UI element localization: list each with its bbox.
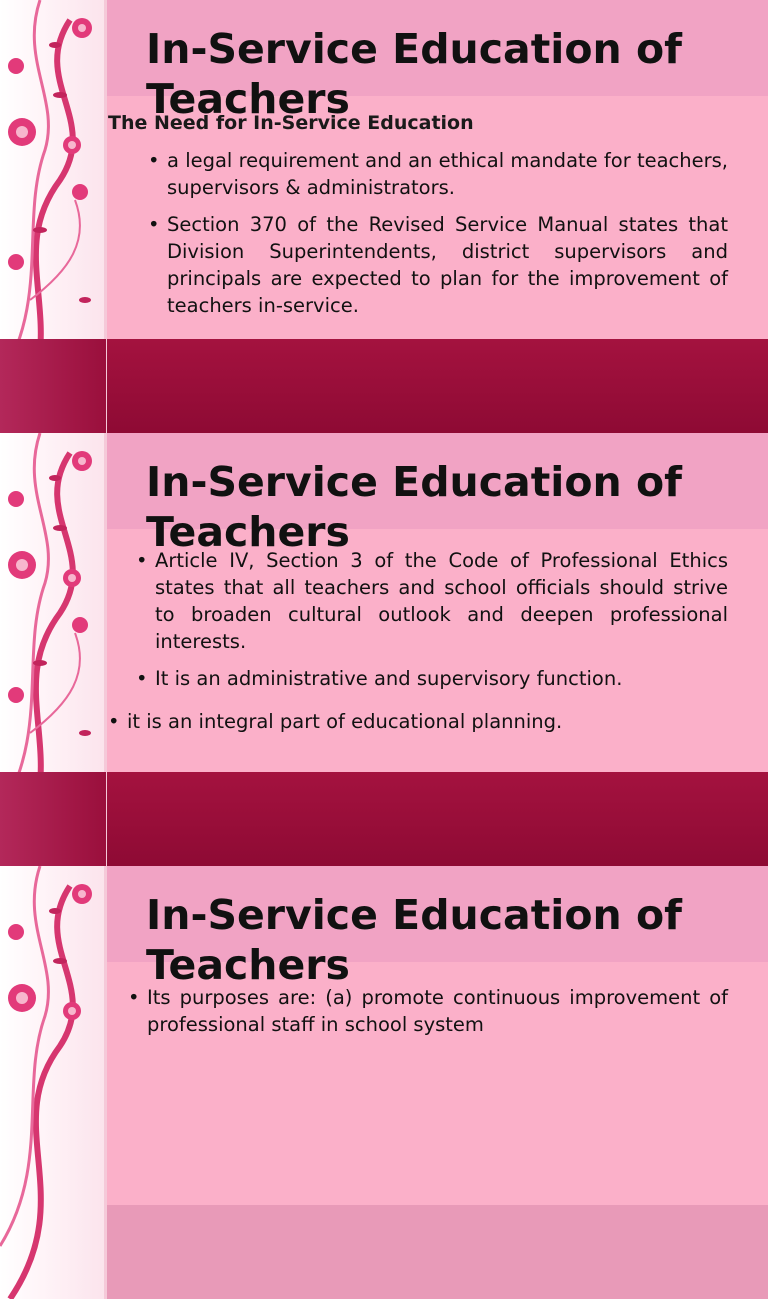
dark-side: [0, 339, 106, 433]
slide-1-bullets: [146, 147, 728, 329]
bullet-item: • Article IV, Section 3 of the Code of Professional Ethics states that all teachers and school officials should strive to broaden cultural outlook and deepen professional interests.: [134, 547, 728, 655]
dark-side: [0, 772, 106, 866]
sidebar-edge: [104, 866, 107, 1299]
slide-2-title: In-Service Education of Teachers: [146, 458, 682, 556]
bullet-item: • it is an integral part of educational planning.: [106, 708, 728, 735]
slide-3-bullets: [126, 984, 728, 1048]
bullet-item: • Its purposes are: (a) promote continuous improvement of professional staff in school system: [126, 984, 728, 1038]
slide-2-bullets: [134, 547, 728, 702]
slide-1-title: In-Service Education of Teachers: [146, 25, 682, 123]
slide-2-extra-bullet: [106, 708, 728, 745]
dark-band: [0, 339, 768, 433]
bullet-item: • a legal requirement and an ethical mandate for teachers, supervisors & administrators.: [146, 147, 728, 201]
slide-1-subheading: The Need for In-Service Education: [108, 112, 474, 134]
floral-vine-icon: [0, 866, 106, 1299]
bullet-item: • It is an administrative and supervisory function.: [134, 665, 728, 692]
bullet-item: • Section 370 of the Revised Service Manual states that Division Superintendents, district supervisors and principals are expected to plan for the improvement of teachers in-service.: [146, 211, 728, 319]
slide-3-title: In-Service Education of Teachers: [146, 891, 682, 989]
floral-sidebar: [0, 866, 106, 1299]
dark-band: [0, 772, 768, 866]
